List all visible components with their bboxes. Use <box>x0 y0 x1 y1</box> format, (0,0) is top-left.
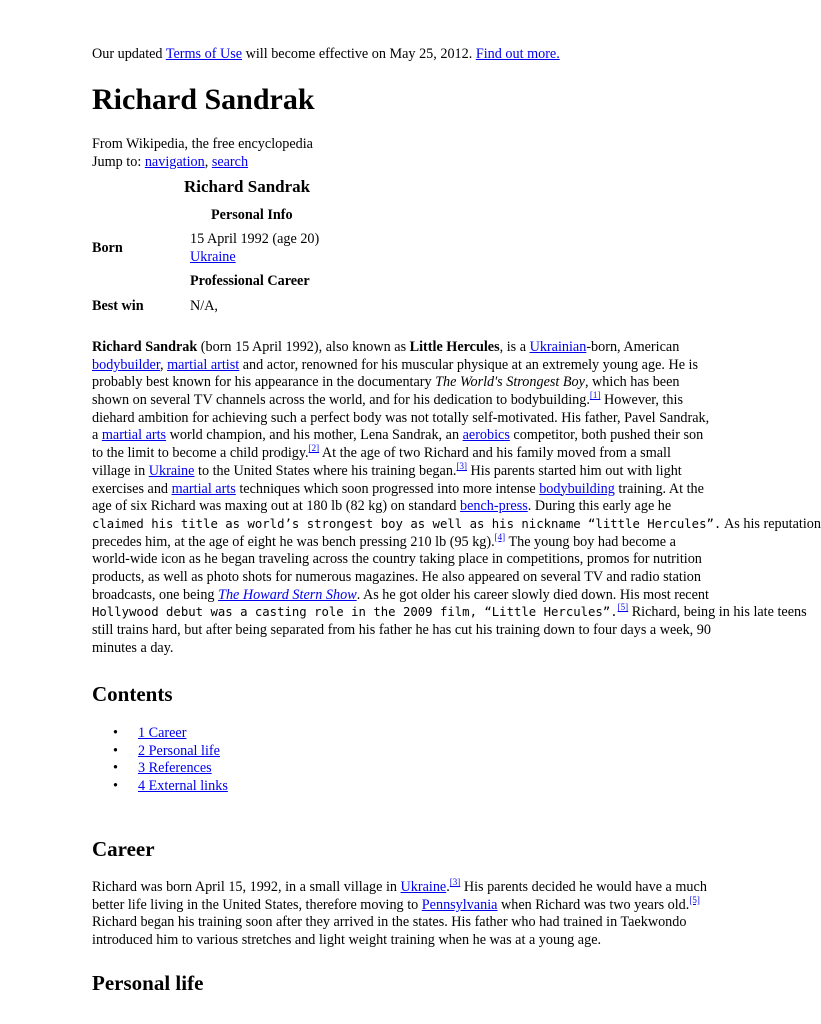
ukrainian-link[interactable]: Ukrainian <box>529 339 587 355</box>
pennsylvania-link[interactable]: Pennsylvania <box>421 896 498 913</box>
toc-item <box>113 725 228 743</box>
text: to the United States where his training began. <box>194 462 457 479</box>
text-line <box>92 410 768 428</box>
infobox-best-win-value: N/A, <box>190 298 218 314</box>
text: a <box>92 427 102 444</box>
text-line <box>92 460 768 481</box>
text: to the limit to become a child prodigy. <box>92 445 309 462</box>
infobox-born-label: Born <box>92 240 123 256</box>
text: training. At the <box>614 480 704 497</box>
text: . During this early age he <box>527 498 672 515</box>
text-line <box>92 357 768 375</box>
text: still trains hard, but after being separated from his father he has cut his training down to four days a week, 90 <box>92 622 711 638</box>
martial-arts-link[interactable]: martial arts <box>101 427 167 444</box>
text-line <box>92 569 768 587</box>
text-line <box>92 427 768 445</box>
find-out-more-link[interactable]: Find out more. <box>475 46 560 62</box>
infobox-career-header: Professional Career <box>190 273 310 289</box>
reference-link[interactable]: [5] <box>617 602 629 613</box>
text-line <box>92 914 768 932</box>
text: However, this <box>600 392 683 409</box>
text: Richard, being in his late teens <box>628 604 807 621</box>
bullet-icon: • <box>113 778 118 795</box>
ukraine-link[interactable]: Ukraine <box>400 879 447 895</box>
text: The young boy had become a <box>505 533 676 550</box>
search-link[interactable]: search <box>211 154 249 170</box>
bodybuilding-link[interactable]: bodybuilding <box>539 480 615 497</box>
text: Richard began his training soon after they arrived in the states. His father who had trained in Taekwondo <box>92 914 687 931</box>
bold-nickname: Little Hercules <box>409 339 500 355</box>
bullet-icon: • <box>113 742 118 759</box>
text: (born 15 April 1992), also known as <box>197 339 410 355</box>
separator: , <box>204 154 212 170</box>
text: , which has been <box>584 374 680 391</box>
text-line <box>92 498 768 516</box>
bench-press-link[interactable]: bench-press <box>460 498 528 515</box>
text-line <box>92 339 768 357</box>
text: when Richard was two years old. <box>497 896 690 913</box>
toc-link-external-links[interactable]: 4 External links <box>138 778 228 795</box>
bodybuilder-link[interactable]: bodybuilder <box>92 356 160 373</box>
bullet-icon: • <box>113 725 118 741</box>
monospace-text: Hollywood debut was a casting role in the 2009 film, “Little Hercules”. <box>92 605 618 620</box>
text: world champion, and his mother, Lena Sandrak, an <box>166 427 463 444</box>
text: diehard ambition for achieving such a perfect body was not totally self-motivated. His father, Pavel Sandrak, <box>92 409 710 426</box>
toc-link-personal-life[interactable]: 2 Personal life <box>138 742 220 759</box>
text-line <box>92 374 768 392</box>
infobox-title: Richard Sandrak <box>184 177 311 196</box>
text: . <box>446 879 450 895</box>
text-line <box>92 481 768 499</box>
text: At the age of two Richard and his family moved from a small <box>319 445 671 462</box>
text: introduced him to various stretches and light weight training when he was at a young age. <box>92 932 602 949</box>
text-line <box>92 932 768 950</box>
toc-link-references[interactable]: 3 References <box>138 760 212 777</box>
text: and actor, renowned for his muscular physique at an extremely young age. He is <box>239 356 699 373</box>
text: age of six Richard was maxing out at 180 lb (82 kg) on standard <box>92 498 461 515</box>
toc-item <box>113 760 228 778</box>
martial-arts-link[interactable]: martial arts <box>171 480 236 497</box>
text: His parents started him out with light <box>466 462 682 479</box>
text: Richard was born April 15, 1992, in a small village in <box>92 879 401 895</box>
infobox-born-value <box>190 231 319 266</box>
text-line <box>92 894 768 915</box>
text: . As he got older his career slowly died down. His most recent <box>356 586 709 603</box>
personal-life-heading: Personal life <box>92 971 204 995</box>
text: better life living in the United States, therefore moving to <box>92 896 422 913</box>
text: -born, American <box>586 339 680 355</box>
text: competitor, both pushed their son <box>509 427 704 444</box>
howard-stern-show-link[interactable]: The Howard Stern Show <box>218 586 357 603</box>
text-line <box>92 445 768 463</box>
site-subtitle: From Wikipedia, the free encyclopedia <box>92 136 313 152</box>
infobox-personal-header: Personal Info <box>211 207 293 223</box>
text-line <box>92 392 768 410</box>
table-of-contents <box>113 725 228 796</box>
text-line <box>92 622 768 640</box>
terms-notice <box>92 46 560 64</box>
reference-link[interactable]: [5] <box>689 894 700 905</box>
documentary-title: The World's Strongest Boy <box>435 374 585 391</box>
bold-name: Richard Sandrak <box>92 339 198 355</box>
notice-text: Our updated <box>92 46 166 62</box>
text-line <box>92 879 768 897</box>
career-paragraph <box>92 879 768 950</box>
terms-of-use-link[interactable]: Terms of Use <box>165 46 243 62</box>
reference-link[interactable]: [3] <box>449 877 461 887</box>
jump-label: Jump to: <box>92 154 145 170</box>
text: precedes him, at the age of eight he was bench pressing 210 lb (95 kg). <box>92 533 495 550</box>
reference-link[interactable]: [4] <box>494 531 506 542</box>
text-line <box>92 515 821 534</box>
notice-text: will become effective on May 25, 2012. <box>242 46 476 62</box>
jump-to-links <box>92 154 248 172</box>
text: His parents decided he would have a much <box>460 879 707 895</box>
toc-link-career[interactable]: 1 Career <box>138 725 187 741</box>
career-heading: Career <box>92 837 155 861</box>
text: , <box>160 356 168 373</box>
text-line <box>92 587 768 605</box>
text: As his reputation <box>721 515 821 532</box>
text: exercises and <box>92 480 172 497</box>
reference-link[interactable]: [1] <box>589 390 601 401</box>
intro-paragraph <box>92 339 821 657</box>
martial-artist-link[interactable]: martial artist <box>167 356 240 373</box>
text: products, as well as photo shots for numerous magazines. He also appeared on several TV and radio station <box>92 568 701 585</box>
text: techniques which soon progressed into more intense <box>235 480 540 497</box>
monospace-text: claimed his title as world’s strongest boy as well as his nickname “little Hercules”. <box>92 516 722 531</box>
contents-heading: Contents <box>92 682 173 706</box>
navigation-link[interactable]: navigation <box>144 154 205 170</box>
text: shown on several TV channels across the world, and for his dedication to bodybuilding. <box>92 392 590 409</box>
page-title: Richard Sandrak <box>92 83 315 116</box>
aerobics-link[interactable]: aerobics <box>462 427 510 444</box>
reference-link[interactable]: [3] <box>456 460 467 471</box>
birth-date: 15 April 1992 (age 20) <box>190 231 320 247</box>
text-line <box>92 640 768 658</box>
toc-item <box>113 743 228 761</box>
ukraine-link[interactable]: Ukraine <box>148 462 195 479</box>
text-line <box>92 551 768 569</box>
reference-link[interactable]: [2] <box>308 443 320 454</box>
text-line <box>92 531 768 552</box>
bullet-icon: • <box>113 760 118 777</box>
text: , is a <box>499 339 530 355</box>
text: village in <box>92 462 149 479</box>
text: broadcasts, one being <box>92 586 219 603</box>
infobox-best-win-label: Best win <box>92 298 144 314</box>
text: world-wide icon as he began traveling across the country taking place in competitions, promos for nutrition <box>92 551 702 568</box>
text: probably best known for his appearance in the documentary <box>92 374 436 391</box>
text-line <box>92 602 807 622</box>
toc-item <box>113 778 228 796</box>
birthplace-link[interactable]: Ukraine <box>190 248 236 265</box>
text: minutes a day. <box>92 639 174 656</box>
